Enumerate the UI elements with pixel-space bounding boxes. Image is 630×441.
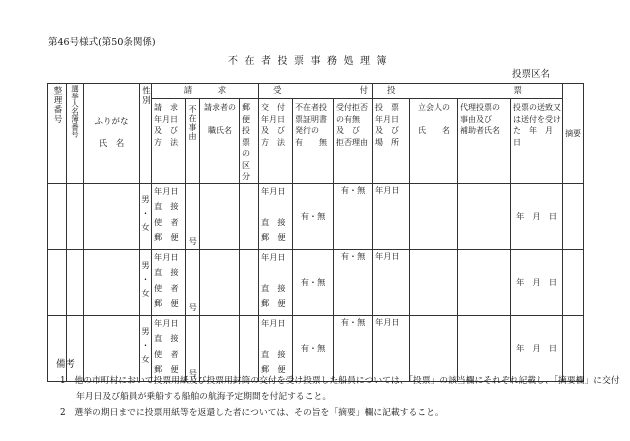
header-serial: 整理番号 (48, 84, 67, 184)
header-refusal: 受付拒否 の有無 及 び 拒否理由 (334, 99, 373, 184)
cell-vote-date[interactable]: 年月日 (373, 249, 410, 315)
cell-witness[interactable] (410, 315, 458, 381)
header-requester: 請求者の 職氏名 (200, 99, 240, 184)
header-receipt-group: 受 付 (259, 84, 373, 99)
cell-remarks[interactable] (563, 249, 584, 315)
cell-certificate[interactable]: 有・無 (293, 249, 334, 315)
header-absence-reason: 不在事由 (186, 99, 200, 184)
cell-refusal[interactable]: 有・無 (334, 249, 373, 315)
cell-absence-reason[interactable] (186, 183, 200, 249)
header-vote-group: 投 票 (373, 84, 563, 99)
cell-name[interactable] (84, 315, 140, 381)
cell-witness[interactable] (410, 249, 458, 315)
header-request-date: 請 求 年月日 及 び 方 法 (152, 99, 186, 184)
form-number: 第46号様式(第50条関係) (48, 37, 156, 48)
cell-sending[interactable]: 年 月 日 (511, 315, 563, 381)
cell-delivery-date[interactable]: 年月日 直 接 郵 便 (259, 249, 293, 315)
cell-refusal[interactable]: 有・無 (334, 183, 373, 249)
cell-postal[interactable] (240, 183, 259, 249)
header-certificate: 不在者投 票証明書 発行の 有 無 (293, 99, 334, 184)
cell-register-no[interactable] (67, 183, 84, 249)
header-sending: 投票の送致又 は送付を受け た 年 月 日 (511, 99, 563, 184)
cell-register-no[interactable] (67, 249, 84, 315)
header-remarks: 摘要 (563, 84, 584, 184)
cell-gender[interactable]: 男 ・ 女 (140, 249, 152, 315)
header-register-no: 選挙人名簿番号 (67, 84, 84, 184)
cell-requester[interactable] (200, 183, 240, 249)
cell-serial[interactable] (48, 315, 67, 381)
cell-gender[interactable]: 男 ・ 女 (140, 183, 152, 249)
header-vote-date: 投 票 年月日 及 び 場 所 (373, 99, 410, 184)
cell-postal[interactable] (240, 315, 259, 381)
cell-refusal[interactable]: 有・無 (334, 315, 373, 381)
table-row (48, 315, 584, 381)
header-witness: 立会人の 氏 名 (410, 99, 458, 184)
cell-serial[interactable] (48, 249, 67, 315)
header-name: ふりがな 氏 名 (84, 84, 140, 184)
header-proxy: 代理投票の 事由及び 補助者氏名 (458, 99, 511, 184)
cell-witness[interactable] (410, 183, 458, 249)
cell-vote-date[interactable]: 年月日 (373, 315, 410, 381)
cell-proxy[interactable] (458, 315, 511, 381)
cell-serial[interactable] (48, 183, 67, 249)
cell-remarks[interactable] (563, 183, 584, 249)
cell-requester[interactable] (200, 315, 240, 381)
cell-name[interactable] (84, 249, 140, 315)
header-postal: 郵便 投票 の区 分 (240, 99, 259, 184)
cell-delivery-date[interactable]: 年月日 直 接 郵 便 (259, 315, 293, 381)
number-suffix: 号 (188, 235, 197, 246)
cell-request-date[interactable]: 年月日 直 接 使 者 郵 便 (152, 249, 186, 315)
header-gender: 性別 (140, 84, 152, 184)
note-1-continued: 年月日及び船員が乗船する船舶の航海予定期間を付記すること。 (76, 392, 332, 402)
cell-absence-reason[interactable] (186, 315, 200, 381)
cell-certificate[interactable]: 有・無 (293, 183, 334, 249)
cell-proxy[interactable] (458, 183, 511, 249)
cell-requester[interactable] (200, 249, 240, 315)
cell-name[interactable] (84, 183, 140, 249)
note-2: 2 選挙の期日までに投票用紙等を返還した者については、その旨を「摘要」欄に記載すること。 (60, 408, 444, 418)
register-table (47, 83, 584, 382)
cell-request-date[interactable]: 年月日 直 接 使 者 郵 便 (152, 183, 186, 249)
cell-delivery-date[interactable]: 年月日 直 接 郵 便 (259, 183, 293, 249)
cell-register-no[interactable] (67, 315, 84, 381)
page-title: 不在者投票事務処理簿 (228, 56, 393, 67)
cell-certificate[interactable]: 有・無 (293, 315, 334, 381)
header-request-group: 請 求 (152, 84, 259, 99)
header-delivery-date: 交 付 年月日 及 び 方 法 (259, 99, 293, 184)
number-suffix: 号 (188, 301, 197, 312)
notes-title: 備考 (56, 359, 76, 370)
number-suffix: 号 (188, 367, 197, 378)
table-row (48, 249, 584, 315)
cell-vote-date[interactable]: 年月日 (373, 183, 410, 249)
cell-absence-reason[interactable] (186, 249, 200, 315)
cell-gender[interactable]: 男 ・ 女 (140, 315, 152, 381)
district-label: 投票区名 (512, 69, 551, 80)
cell-remarks[interactable] (563, 315, 584, 381)
cell-request-date[interactable]: 年月日 直 接 使 者 郵 便 (152, 315, 186, 381)
cell-postal[interactable] (240, 249, 259, 315)
cell-proxy[interactable] (458, 249, 511, 315)
table-row (48, 183, 584, 249)
cell-sending[interactable]: 年 月 日 (511, 249, 563, 315)
note-1: 1 他の市町村において投票用紙及び投票用封筒の交付を受け投票した船員については、「投票」の該当欄にそれぞれ記載し、「摘要欄」に交付 (60, 376, 620, 386)
cell-sending[interactable]: 年 月 日 (511, 183, 563, 249)
